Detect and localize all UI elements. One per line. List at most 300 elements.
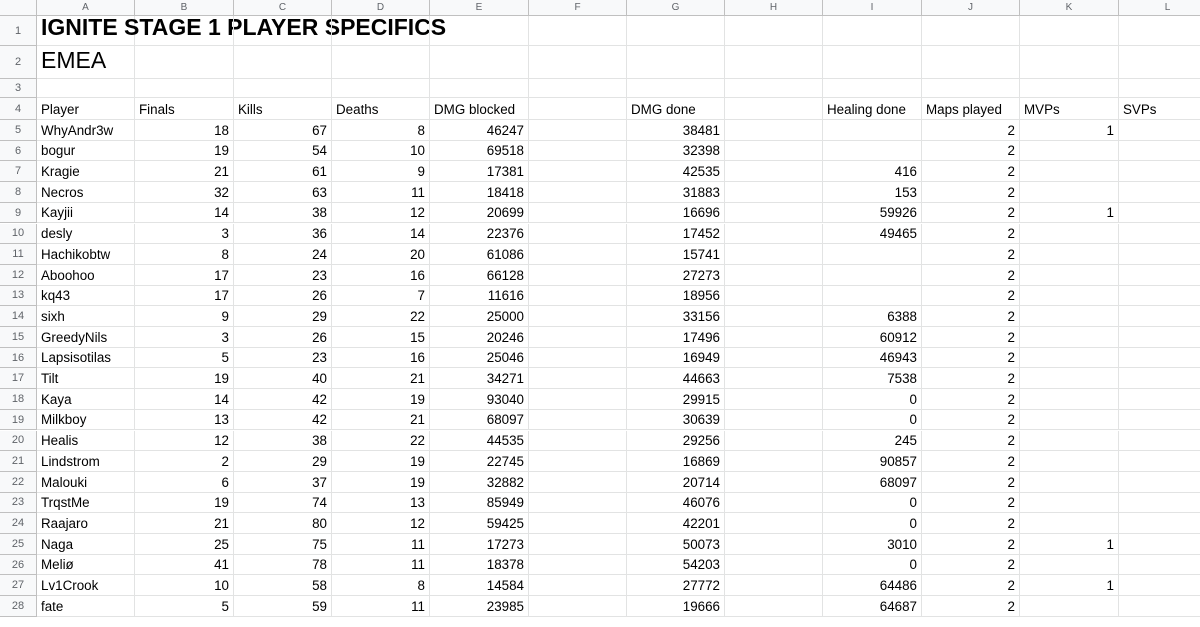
cell[interactable] <box>37 389 135 410</box>
cell[interactable] <box>529 286 627 307</box>
cell[interactable] <box>430 182 529 203</box>
cell[interactable] <box>823 161 922 182</box>
cell[interactable] <box>430 431 529 452</box>
cell[interactable] <box>234 327 332 348</box>
column-header-l[interactable]: L <box>1119 0 1200 15</box>
cell[interactable] <box>37 265 135 286</box>
cell[interactable] <box>37 431 135 452</box>
cell[interactable] <box>430 472 529 493</box>
row-header[interactable]: 24 <box>0 513 37 534</box>
cell[interactable] <box>430 203 529 224</box>
cell[interactable] <box>627 431 725 452</box>
cell[interactable] <box>725 79 823 98</box>
cell[interactable] <box>529 451 627 472</box>
cell[interactable] <box>234 431 332 452</box>
cell[interactable] <box>1020 141 1119 162</box>
cell[interactable] <box>1119 327 1200 348</box>
cell[interactable] <box>430 286 529 307</box>
cell[interactable] <box>529 513 627 534</box>
cell[interactable] <box>135 265 234 286</box>
cell[interactable] <box>627 472 725 493</box>
row-header[interactable]: 2 <box>0 46 37 79</box>
cell[interactable] <box>725 472 823 493</box>
cell[interactable] <box>332 46 430 79</box>
cell[interactable] <box>135 16 234 46</box>
cell[interactable] <box>430 98 529 120</box>
cell[interactable] <box>1119 141 1200 162</box>
cell[interactable] <box>332 513 430 534</box>
row-header[interactable]: 21 <box>0 451 37 472</box>
cell[interactable] <box>37 534 135 555</box>
cell[interactable] <box>1119 265 1200 286</box>
cell[interactable] <box>234 98 332 120</box>
column-header-j[interactable]: J <box>922 0 1020 15</box>
cell[interactable] <box>1119 244 1200 265</box>
cell[interactable] <box>823 327 922 348</box>
row-header[interactable]: 4 <box>0 98 37 120</box>
cell[interactable] <box>37 555 135 576</box>
row-header[interactable]: 14 <box>0 306 37 327</box>
cell[interactable] <box>430 224 529 245</box>
cell[interactable] <box>1020 451 1119 472</box>
row-header[interactable]: 26 <box>0 555 37 576</box>
cell[interactable] <box>1119 368 1200 389</box>
cell[interactable] <box>332 79 430 98</box>
cell[interactable] <box>1020 265 1119 286</box>
cell[interactable] <box>627 575 725 596</box>
cell[interactable] <box>725 534 823 555</box>
cell[interactable] <box>332 368 430 389</box>
column-header-k[interactable]: K <box>1020 0 1119 15</box>
cell[interactable] <box>430 555 529 576</box>
cell[interactable] <box>1119 120 1200 141</box>
cell[interactable] <box>1020 306 1119 327</box>
cell[interactable] <box>135 555 234 576</box>
cell[interactable] <box>1020 472 1119 493</box>
cell[interactable] <box>922 389 1020 410</box>
cell[interactable] <box>234 141 332 162</box>
cell[interactable] <box>529 98 627 120</box>
cell[interactable] <box>332 327 430 348</box>
cell[interactable] <box>234 513 332 534</box>
cell[interactable] <box>1020 46 1119 79</box>
cell[interactable] <box>135 182 234 203</box>
column-header-d[interactable]: D <box>332 0 430 15</box>
cell[interactable] <box>627 141 725 162</box>
cell[interactable] <box>627 389 725 410</box>
cell[interactable] <box>823 224 922 245</box>
column-header-h[interactable]: H <box>725 0 823 15</box>
cell[interactable] <box>37 14 447 46</box>
cell[interactable] <box>1020 348 1119 369</box>
cell[interactable] <box>627 596 725 617</box>
cell[interactable] <box>725 120 823 141</box>
cell[interactable] <box>725 224 823 245</box>
cell[interactable] <box>823 203 922 224</box>
cell[interactable] <box>922 327 1020 348</box>
cell[interactable] <box>332 161 430 182</box>
cell[interactable] <box>529 182 627 203</box>
cell[interactable] <box>37 410 135 431</box>
cell[interactable] <box>332 306 430 327</box>
cell[interactable] <box>823 596 922 617</box>
cell[interactable] <box>725 368 823 389</box>
cell[interactable] <box>332 431 430 452</box>
cell[interactable] <box>529 224 627 245</box>
cell[interactable] <box>627 182 725 203</box>
cell[interactable] <box>922 596 1020 617</box>
cell[interactable] <box>135 493 234 514</box>
cell[interactable] <box>332 410 430 431</box>
row-header[interactable]: 12 <box>0 265 37 286</box>
cell[interactable] <box>1020 79 1119 98</box>
cell[interactable] <box>135 306 234 327</box>
cell[interactable] <box>627 286 725 307</box>
cell[interactable] <box>922 555 1020 576</box>
cell[interactable] <box>627 265 725 286</box>
cell[interactable] <box>529 431 627 452</box>
cell[interactable] <box>823 306 922 327</box>
cell[interactable] <box>823 410 922 431</box>
cell[interactable] <box>922 120 1020 141</box>
cell[interactable] <box>135 141 234 162</box>
cell[interactable] <box>234 451 332 472</box>
cell[interactable] <box>627 555 725 576</box>
cell[interactable] <box>627 120 725 141</box>
cell[interactable] <box>1119 555 1200 576</box>
cell[interactable] <box>1020 555 1119 576</box>
column-header-c[interactable]: C <box>234 0 332 15</box>
cell[interactable] <box>1119 203 1200 224</box>
cell[interactable] <box>725 265 823 286</box>
cell[interactable] <box>234 182 332 203</box>
cell[interactable] <box>1020 327 1119 348</box>
cell[interactable] <box>430 306 529 327</box>
cell[interactable] <box>823 286 922 307</box>
cell[interactable] <box>332 203 430 224</box>
cell[interactable] <box>529 596 627 617</box>
cell[interactable] <box>1020 161 1119 182</box>
column-header-a[interactable]: A <box>37 0 135 15</box>
cell[interactable] <box>1020 368 1119 389</box>
cell[interactable] <box>135 389 234 410</box>
cell[interactable] <box>627 410 725 431</box>
cell[interactable] <box>922 451 1020 472</box>
cell[interactable] <box>627 493 725 514</box>
cell[interactable] <box>627 306 725 327</box>
cell[interactable] <box>922 431 1020 452</box>
cell[interactable] <box>430 161 529 182</box>
cell[interactable] <box>627 161 725 182</box>
cell[interactable] <box>332 286 430 307</box>
cell[interactable] <box>725 348 823 369</box>
cell[interactable] <box>332 182 430 203</box>
cell[interactable] <box>529 79 627 98</box>
cell[interactable] <box>234 120 332 141</box>
cell[interactable] <box>627 203 725 224</box>
cell[interactable] <box>725 98 823 120</box>
cell[interactable] <box>529 555 627 576</box>
cell[interactable] <box>1020 182 1119 203</box>
cell[interactable] <box>725 410 823 431</box>
cell[interactable] <box>234 265 332 286</box>
cell[interactable] <box>529 203 627 224</box>
cell[interactable] <box>1020 244 1119 265</box>
cell[interactable] <box>922 472 1020 493</box>
cell[interactable] <box>1119 389 1200 410</box>
cell[interactable] <box>529 306 627 327</box>
cell[interactable] <box>135 161 234 182</box>
cell[interactable] <box>332 244 430 265</box>
cell[interactable] <box>922 98 1020 120</box>
cell[interactable] <box>234 79 332 98</box>
cell[interactable] <box>430 513 529 534</box>
row-header[interactable]: 23 <box>0 493 37 514</box>
row-header[interactable]: 16 <box>0 348 37 369</box>
cell[interactable] <box>823 513 922 534</box>
cell[interactable] <box>332 224 430 245</box>
row-header[interactable]: 25 <box>0 534 37 555</box>
cell[interactable] <box>234 203 332 224</box>
row-header[interactable]: 1 <box>0 16 37 46</box>
cell[interactable] <box>135 534 234 555</box>
cell[interactable] <box>1020 534 1119 555</box>
cell[interactable] <box>529 368 627 389</box>
cell[interactable] <box>823 265 922 286</box>
cell[interactable] <box>332 534 430 555</box>
cell[interactable] <box>1119 348 1200 369</box>
cell[interactable] <box>234 555 332 576</box>
cell[interactable] <box>922 16 1020 46</box>
cell[interactable] <box>922 575 1020 596</box>
cell[interactable] <box>725 575 823 596</box>
cell[interactable] <box>627 513 725 534</box>
cell[interactable] <box>1020 575 1119 596</box>
cell[interactable] <box>1119 410 1200 431</box>
cell[interactable] <box>37 182 135 203</box>
row-header[interactable]: 28 <box>0 596 37 617</box>
row-header[interactable]: 11 <box>0 244 37 265</box>
cell[interactable] <box>135 451 234 472</box>
cell[interactable] <box>135 327 234 348</box>
cell[interactable] <box>430 46 529 79</box>
cell[interactable] <box>529 265 627 286</box>
cell[interactable] <box>1119 161 1200 182</box>
cell[interactable] <box>332 120 430 141</box>
cell[interactable] <box>234 575 332 596</box>
cell[interactable] <box>1020 16 1119 46</box>
cell[interactable] <box>37 306 135 327</box>
cell[interactable] <box>823 244 922 265</box>
cell[interactable] <box>823 451 922 472</box>
cell[interactable] <box>823 348 922 369</box>
column-header-i[interactable]: I <box>823 0 922 15</box>
cell[interactable] <box>1020 431 1119 452</box>
cell[interactable] <box>529 16 627 46</box>
row-header[interactable]: 10 <box>0 224 37 245</box>
cell[interactable] <box>823 472 922 493</box>
cell[interactable] <box>332 493 430 514</box>
cell[interactable] <box>430 79 529 98</box>
cell[interactable] <box>1119 493 1200 514</box>
cell[interactable] <box>234 224 332 245</box>
cell[interactable] <box>332 596 430 617</box>
cell[interactable] <box>627 244 725 265</box>
cell[interactable] <box>430 327 529 348</box>
cell[interactable] <box>627 79 725 98</box>
cell[interactable] <box>430 596 529 617</box>
cell[interactable] <box>37 203 135 224</box>
cell[interactable] <box>1119 451 1200 472</box>
cell[interactable] <box>922 203 1020 224</box>
cell[interactable] <box>1020 493 1119 514</box>
cell[interactable] <box>430 265 529 286</box>
cell[interactable] <box>37 161 135 182</box>
cell[interactable] <box>135 244 234 265</box>
row-header[interactable]: 5 <box>0 120 37 141</box>
cell[interactable] <box>529 389 627 410</box>
row-header[interactable]: 13 <box>0 286 37 307</box>
row-header[interactable]: 17 <box>0 368 37 389</box>
cell[interactable] <box>922 410 1020 431</box>
column-header-e[interactable]: E <box>430 0 529 15</box>
cell[interactable] <box>725 161 823 182</box>
cell[interactable] <box>234 596 332 617</box>
cell[interactable] <box>1020 203 1119 224</box>
row-header[interactable]: 22 <box>0 472 37 493</box>
cell[interactable] <box>135 46 234 79</box>
cell[interactable] <box>234 161 332 182</box>
cell[interactable] <box>234 16 332 46</box>
row-header[interactable]: 6 <box>0 141 37 162</box>
cell[interactable] <box>529 244 627 265</box>
cell[interactable] <box>135 575 234 596</box>
cell[interactable] <box>234 472 332 493</box>
cell[interactable] <box>529 410 627 431</box>
cell[interactable] <box>725 16 823 46</box>
cell[interactable] <box>627 224 725 245</box>
cell[interactable] <box>922 368 1020 389</box>
cell[interactable] <box>1119 431 1200 452</box>
cell[interactable] <box>1119 79 1200 98</box>
cell[interactable] <box>725 327 823 348</box>
cell[interactable] <box>37 244 135 265</box>
cell[interactable] <box>1119 306 1200 327</box>
cell[interactable] <box>627 46 725 79</box>
cell[interactable] <box>37 327 135 348</box>
cell[interactable] <box>725 203 823 224</box>
cell[interactable] <box>1020 596 1119 617</box>
cell[interactable] <box>332 141 430 162</box>
cell[interactable] <box>922 493 1020 514</box>
cell[interactable] <box>332 348 430 369</box>
cell[interactable] <box>37 348 135 369</box>
column-header-g[interactable]: G <box>627 0 725 15</box>
cell[interactable] <box>823 534 922 555</box>
cell[interactable] <box>332 16 430 46</box>
cell[interactable] <box>234 493 332 514</box>
cell[interactable] <box>37 98 135 120</box>
cell[interactable] <box>529 472 627 493</box>
cell[interactable] <box>1119 575 1200 596</box>
cell[interactable] <box>332 451 430 472</box>
cell[interactable] <box>725 493 823 514</box>
cell[interactable] <box>823 389 922 410</box>
cell[interactable] <box>430 493 529 514</box>
cell[interactable] <box>922 46 1020 79</box>
cell[interactable] <box>37 141 135 162</box>
column-header-b[interactable]: B <box>135 0 234 15</box>
cell[interactable] <box>234 348 332 369</box>
cell[interactable] <box>725 596 823 617</box>
cell[interactable] <box>725 46 823 79</box>
cell[interactable] <box>725 555 823 576</box>
row-header[interactable]: 7 <box>0 161 37 182</box>
cell[interactable] <box>1119 286 1200 307</box>
cell[interactable] <box>823 182 922 203</box>
cell[interactable] <box>37 46 135 79</box>
cell[interactable] <box>430 389 529 410</box>
cell[interactable] <box>922 182 1020 203</box>
cell[interactable] <box>234 410 332 431</box>
cell[interactable] <box>823 79 922 98</box>
cell[interactable] <box>430 451 529 472</box>
cell[interactable] <box>725 389 823 410</box>
cell[interactable] <box>627 348 725 369</box>
cell[interactable] <box>430 244 529 265</box>
cell[interactable] <box>135 513 234 534</box>
cell[interactable] <box>332 98 430 120</box>
cell[interactable] <box>1119 224 1200 245</box>
cell[interactable] <box>135 410 234 431</box>
cell[interactable] <box>234 286 332 307</box>
row-header[interactable]: 20 <box>0 431 37 452</box>
cell[interactable] <box>627 368 725 389</box>
cell[interactable] <box>922 224 1020 245</box>
cell[interactable] <box>234 46 332 79</box>
cell[interactable] <box>135 472 234 493</box>
cell[interactable] <box>135 368 234 389</box>
row-header[interactable]: 27 <box>0 575 37 596</box>
cell[interactable] <box>135 203 234 224</box>
cell[interactable] <box>1020 513 1119 534</box>
cell[interactable] <box>37 472 135 493</box>
column-header-f[interactable]: F <box>529 0 627 15</box>
cell[interactable] <box>725 513 823 534</box>
cell[interactable] <box>725 431 823 452</box>
cell[interactable] <box>823 98 922 120</box>
cell[interactable] <box>37 451 135 472</box>
cell[interactable] <box>135 286 234 307</box>
cell[interactable] <box>922 513 1020 534</box>
cell[interactable] <box>627 98 725 120</box>
cell[interactable] <box>529 575 627 596</box>
cell[interactable] <box>1119 182 1200 203</box>
cell[interactable] <box>430 120 529 141</box>
cell[interactable] <box>529 46 627 79</box>
cell[interactable] <box>234 306 332 327</box>
cell[interactable] <box>529 327 627 348</box>
cell[interactable] <box>37 596 135 617</box>
cell[interactable] <box>430 348 529 369</box>
cell[interactable] <box>529 120 627 141</box>
cell[interactable] <box>627 327 725 348</box>
cell[interactable] <box>135 120 234 141</box>
cell[interactable] <box>37 513 135 534</box>
cell[interactable] <box>37 493 135 514</box>
cell[interactable] <box>37 120 135 141</box>
cell[interactable] <box>430 16 529 46</box>
